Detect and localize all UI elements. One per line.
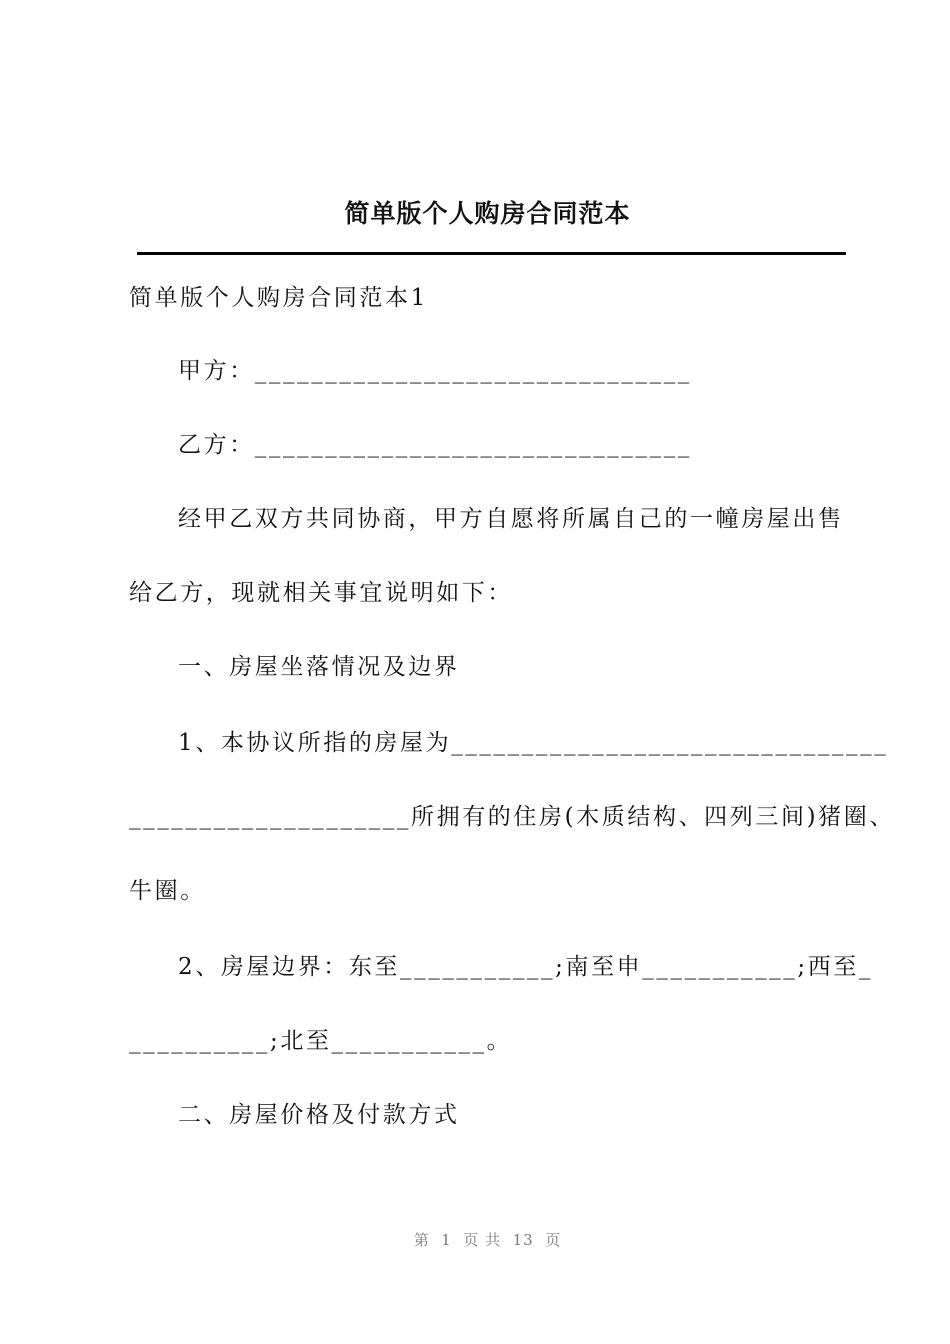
clause-2-line-2: __________;北至___________。 (129, 1028, 513, 1054)
clause-1-line-2: ____________________所拥有的住房(木质结构、四列三间)猪圈、 (129, 804, 895, 830)
clause-1-line-3: 牛圈。 (129, 878, 206, 904)
party-b-line: 乙方：_______________________________ (178, 432, 692, 458)
intro-paragraph-line-1: 经甲乙双方共同协商，甲方自愿将所属自己的一幢房屋出售 (178, 506, 844, 532)
section-heading: 简单版个人购房合同范本1 (129, 285, 428, 311)
clause-1-line-1: 1、本协议所指的房屋为_______________________________ (178, 730, 889, 756)
page-footer: 第 1 页 共 13 页 (413, 1231, 562, 1249)
document-title: 简单版个人购房合同范本 (344, 199, 631, 228)
clause-heading-1: 一、房屋坐落情况及边界 (178, 654, 460, 680)
party-a-line: 甲方：_______________________________ (178, 358, 692, 384)
clause-2-line-1: 2、房屋边界：东至___________;南至申___________;西至_ (178, 954, 874, 980)
intro-paragraph-line-2: 给乙方，现就相关事宜说明如下： (129, 580, 513, 606)
clause-heading-2: 二、房屋价格及付款方式 (178, 1102, 460, 1128)
title-divider (137, 252, 846, 255)
